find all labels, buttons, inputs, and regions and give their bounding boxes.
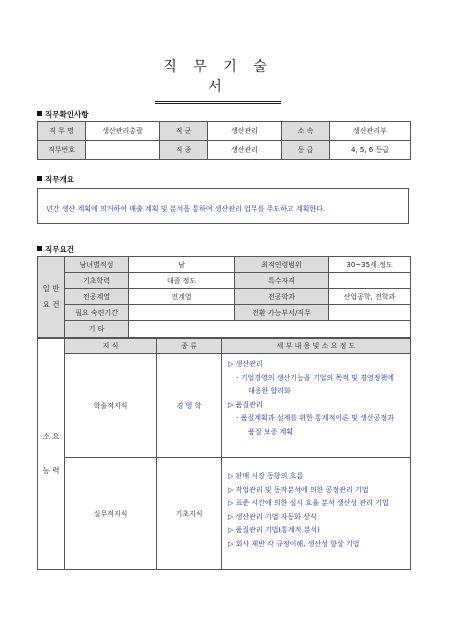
section-heading-requirements bbox=[37, 244, 74, 255]
required-abilities-label: 소 요 능 력 bbox=[38, 339, 65, 570]
detail-line: - 기업경영의 생산기능을 기업의 목적 및 경영정책에 bbox=[236, 373, 394, 382]
job-number-value bbox=[86, 141, 160, 160]
department-label: 소 속 bbox=[282, 122, 330, 141]
detail-line: - 품질계획과 설계를 위한 통계적이론 및 생산공정과 bbox=[236, 414, 394, 422]
detail-line: ▷ 품질관리 bbox=[228, 400, 263, 409]
requirement-value: 남 bbox=[129, 257, 235, 273]
grade-label: 등 급 bbox=[282, 141, 330, 160]
job-type-value: 생산관리 bbox=[208, 141, 282, 160]
document-title: 직 무 기 술 서 bbox=[155, 56, 281, 104]
requirement-label: 전공학과 bbox=[235, 289, 329, 305]
required-abilities-table bbox=[37, 338, 411, 570]
detail-line: ▷ 생산관리 bbox=[228, 360, 263, 368]
detail-line: ▷ 품질관리 기법(통계적 분석) bbox=[228, 526, 320, 534]
requirement-label: 최적연령범위 bbox=[235, 257, 329, 273]
detail-line: ▷ 판매 시장 동향의 흐름 bbox=[228, 472, 304, 480]
section-heading-label: 직무확인사항 bbox=[45, 110, 89, 119]
academic-knowledge-details bbox=[222, 354, 411, 458]
requirement-label: 필요 숙련기간 bbox=[65, 305, 129, 321]
other-label: 기 타 bbox=[65, 321, 129, 338]
practical-knowledge-details bbox=[222, 458, 411, 570]
section-heading-overview bbox=[37, 174, 74, 185]
practical-knowledge-type: 기초지식 bbox=[157, 458, 222, 570]
detail-line: ▷ 표준 시간에 의한 실시 효율 분석 생산성 관리 기법 bbox=[228, 499, 389, 507]
job-number-label: 직무번호 bbox=[38, 141, 86, 160]
detail-line: 대응한 합리화 bbox=[248, 387, 291, 395]
requirement-label: 전공계열 bbox=[65, 289, 129, 305]
requirement-label: 남녀별적성 bbox=[65, 257, 129, 273]
requirement-value: 대졸 정도 bbox=[129, 273, 235, 289]
job-type-label: 직 종 bbox=[160, 141, 208, 160]
academic-knowledge-type: 경 영 학 bbox=[157, 354, 222, 458]
square-bullet-icon bbox=[37, 111, 42, 116]
academic-knowledge-label: 학술적지식 bbox=[65, 354, 157, 458]
section-heading-job-info bbox=[37, 109, 88, 120]
requirement-value: 산업공학, 전학과 bbox=[329, 289, 411, 305]
requirement-label: 전환 가능부서/직무 bbox=[235, 305, 329, 321]
job-overview-box bbox=[37, 188, 409, 224]
detail-line: ▷ 생산관리 기법 자동화 상식 bbox=[228, 512, 317, 521]
section-heading-label: 직무요건 bbox=[45, 245, 74, 254]
detail-line: 품질 보증 계획 bbox=[248, 427, 294, 436]
job-name-value: 생산관리총괄 bbox=[86, 122, 160, 141]
requirement-value bbox=[129, 305, 235, 321]
knowledge-header: 지 식 bbox=[65, 339, 157, 354]
requirement-label: 특수자격 bbox=[235, 273, 329, 289]
requirement-value bbox=[329, 273, 411, 289]
grade-value: 4, 5, 6 등급 bbox=[330, 141, 411, 160]
detail-line: ▷ 작업관리 및 동작분석에 의한 공정관리 기법 bbox=[228, 485, 369, 494]
other-value bbox=[129, 321, 411, 338]
practical-knowledge-label: 실무적지식 bbox=[65, 458, 157, 570]
job-info-table bbox=[37, 121, 411, 160]
square-bullet-icon bbox=[37, 246, 42, 251]
job-name-label: 직 무 명 bbox=[38, 122, 86, 141]
job-group-label: 직 군 bbox=[160, 122, 208, 141]
square-bullet-icon bbox=[37, 176, 42, 181]
type-header: 종 류 bbox=[157, 339, 222, 354]
general-requirements-table bbox=[37, 256, 411, 338]
requirement-value bbox=[329, 305, 411, 321]
requirement-value: 전계열 bbox=[129, 289, 235, 305]
details-header: 세 부 내 용 및 소 요 정 도 bbox=[222, 339, 411, 354]
department-value: 생산관리부 bbox=[330, 122, 411, 141]
detail-line: ▷ 회사 제반 각 규정이해, 생산성 향상 기법 bbox=[228, 539, 360, 548]
requirement-label: 기초학력 bbox=[65, 273, 129, 289]
job-group-value: 생산관리 bbox=[208, 122, 282, 141]
job-overview-text: 년간 생산 계획에 의거하여 매출 계획 및 분석을 통하여 생산관리 업무를 주도하고 계획한다. bbox=[46, 205, 326, 213]
requirement-value: 30~35세 정도 bbox=[329, 257, 411, 273]
general-requirements-label: 일 반 요 건 bbox=[38, 257, 65, 338]
section-heading-label: 직무개요 bbox=[45, 175, 74, 184]
